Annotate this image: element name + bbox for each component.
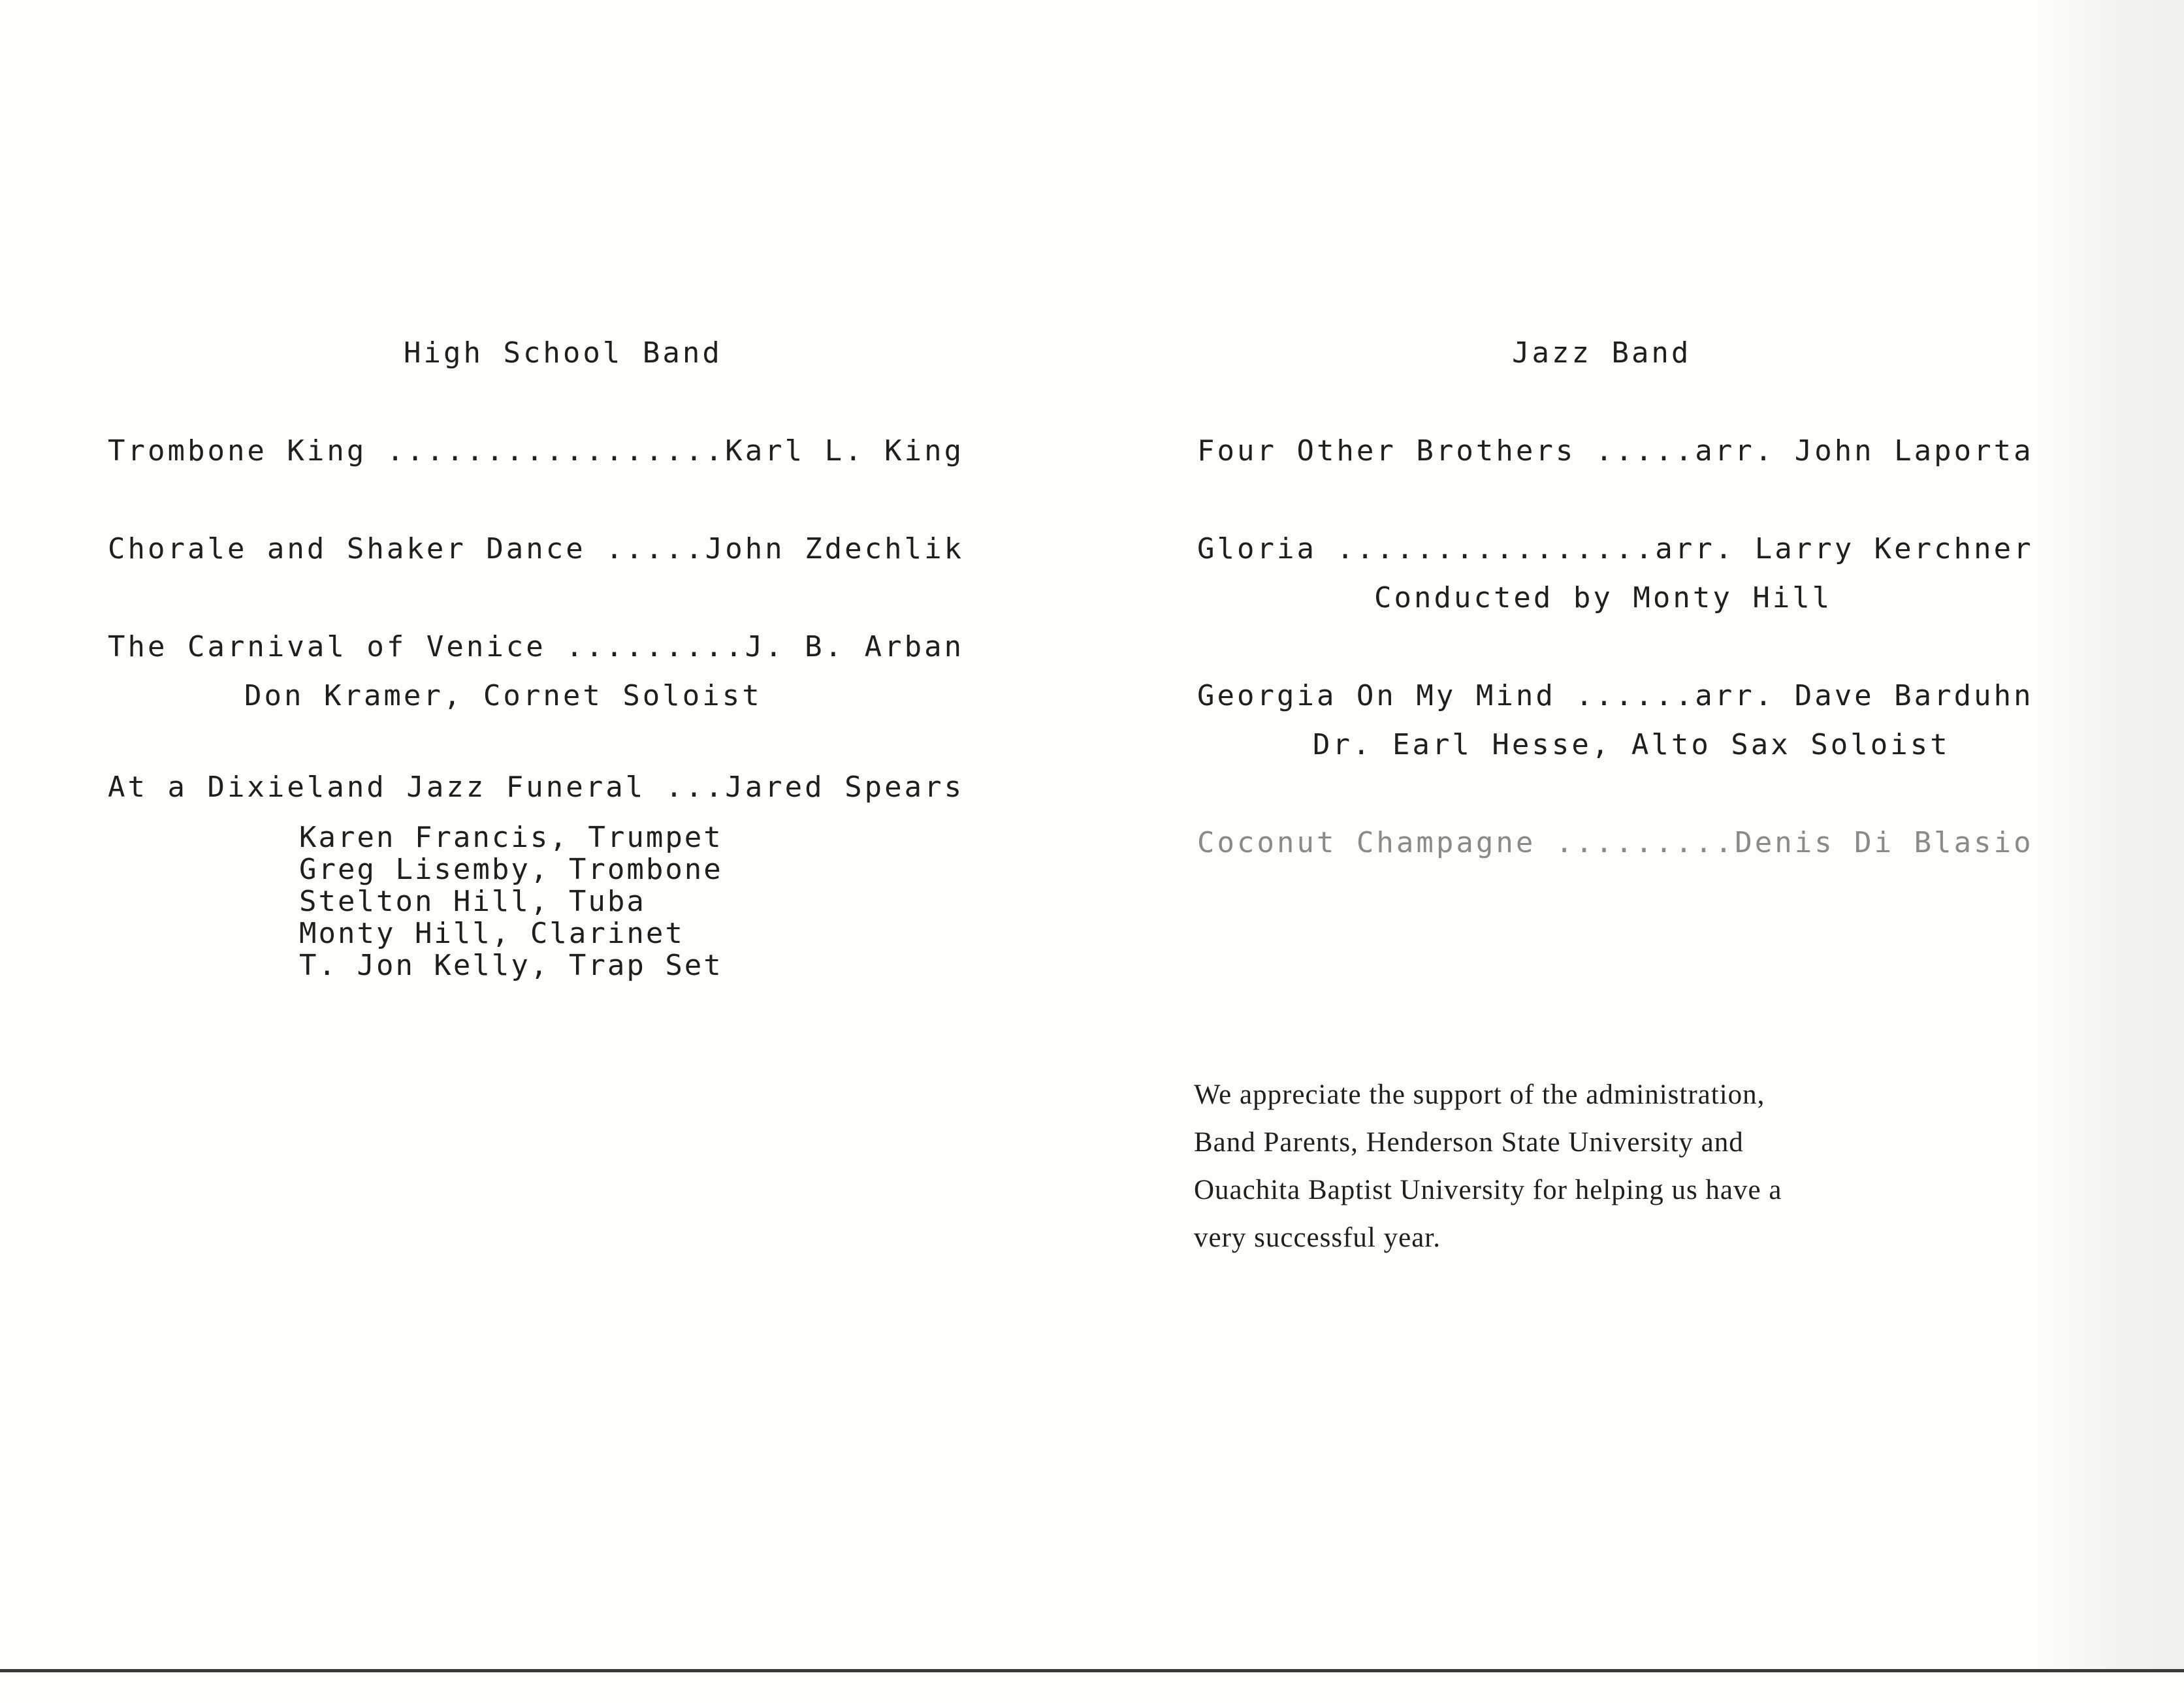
ensemble-member: Karen Francis, Trumpet [299,821,723,854]
ensemble-member: T. Jon Kelly, Trap Set [299,949,723,982]
ensemble-member: Monty Hill, Clarinet [299,917,684,950]
program-entry-dixieland-jazz-funeral: At a Dixieland Jazz Funeral ...Jared Spears [108,771,965,804]
program-entry-four-other-brothers: Four Other Brothers .....arr. John Laporta [1197,434,2034,468]
acknowledgment-paragraph [1194,1071,2043,1262]
soloist-credit: Dr. Earl Hesse, Alto Sax Soloist [1313,728,1950,761]
scan-edge-shadow [2034,0,2184,1669]
acknowledgment-line: very successful year. [1194,1222,1441,1253]
acknowledgment-line: We appreciate the support of the administration, [1194,1079,1765,1110]
program-entry-coconut-champagne: Coconut Champagne .........Denis Di Blasio [1197,826,2034,859]
jazz-band-heading: Jazz Band [1512,336,1692,370]
conductor-credit: Conducted by Monty Hill [1374,581,1833,614]
program-entry-gloria: Gloria ................arr. Larry Kerchner [1197,532,2034,565]
acknowledgment-line: Band Parents, Henderson State University and [1194,1127,1744,1158]
page-bottom-edge [0,1669,2184,1672]
program-entry-trombone-king: Trombone King .................Karl L. King [108,434,965,468]
ensemble-member: Stelton Hill, Tuba [299,885,646,918]
acknowledgment-line: Ouachita Baptist University for helping us have a [1194,1175,1782,1205]
high-school-band-heading: High School Band [404,336,722,370]
program-entry-carnival-of-venice: The Carnival of Venice .........J. B. Arban [108,630,965,663]
program-entry-chorale-and-shaker-dance: Chorale and Shaker Dance .....John Zdechlik [108,532,965,565]
ensemble-member: Greg Lisemby, Trombone [299,853,723,886]
soloist-credit: Don Kramer, Cornet Soloist [244,679,762,712]
program-entry-georgia-on-my-mind: Georgia On My Mind ......arr. Dave Barduhn [1197,679,2034,712]
